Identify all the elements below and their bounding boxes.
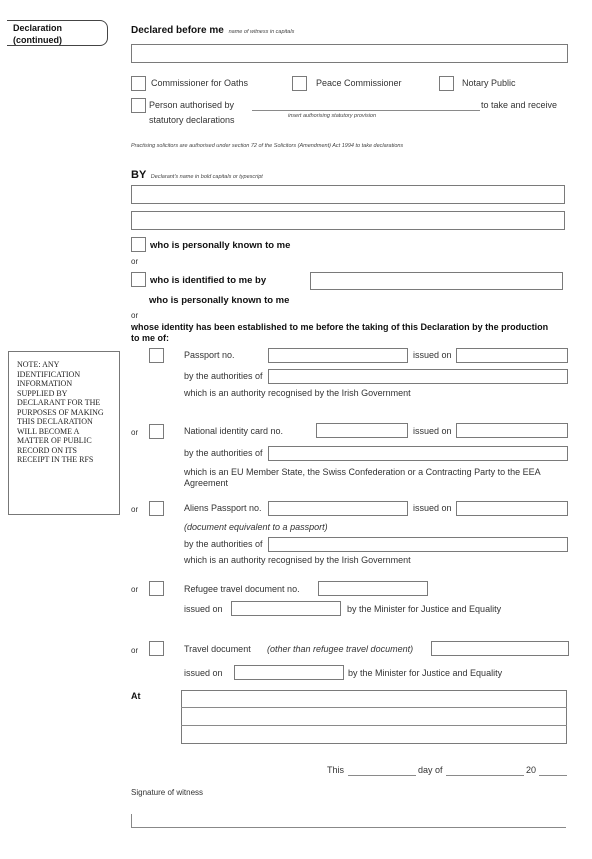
passport-recognised-note: which is an authority recognised by the Irish Government bbox=[184, 388, 411, 398]
commissioner-checkbox[interactable] bbox=[131, 76, 146, 91]
notary-label: Notary Public bbox=[462, 78, 516, 88]
aliens-authorities-label: by the authorities of bbox=[184, 539, 263, 549]
signature-field[interactable] bbox=[131, 814, 566, 828]
statutory-declarations-label: statutory declarations bbox=[149, 115, 235, 125]
at-address-line-2 bbox=[181, 725, 567, 726]
aliens-passport-checkbox[interactable] bbox=[149, 501, 164, 516]
national-id-number-field[interactable] bbox=[316, 423, 408, 438]
person-authorised-checkbox[interactable] bbox=[131, 98, 146, 113]
aliens-passport-label: Aliens Passport no. bbox=[184, 503, 262, 513]
passport-label: Passport no. bbox=[184, 350, 235, 360]
aliens-passport-number-field[interactable] bbox=[268, 501, 408, 516]
passport-issued-on-field[interactable] bbox=[456, 348, 568, 363]
by-hint: Declarant's name in bold capitals or typescript bbox=[150, 174, 263, 180]
identity-established-line2: to me of: bbox=[131, 333, 169, 343]
or-label-2: or bbox=[131, 311, 139, 320]
refugee-minister-label: by the Minister for Justice and Equality bbox=[347, 604, 502, 614]
declarant-name-field-2[interactable] bbox=[131, 211, 565, 230]
travel-document-number-field[interactable] bbox=[431, 641, 569, 656]
national-id-checkbox[interactable] bbox=[149, 424, 164, 439]
passport-issued-on-label: issued on bbox=[413, 350, 452, 360]
identified-by-field[interactable] bbox=[310, 272, 563, 290]
peace-commissioner-label: Peace Commissioner bbox=[316, 78, 402, 88]
day-field[interactable] bbox=[348, 775, 416, 776]
at-address-field[interactable] bbox=[181, 690, 567, 744]
travel-document-other-note: (other than refugee travel document) bbox=[267, 644, 414, 654]
aliens-issued-on-label: issued on bbox=[413, 503, 452, 513]
insert-provision-hint: insert authorising statutory provision bbox=[288, 113, 377, 119]
identified-by-checkbox[interactable] bbox=[131, 272, 146, 287]
commissioner-label: Commissioner for Oaths bbox=[151, 78, 249, 88]
travel-or-label: or bbox=[131, 646, 139, 655]
aliens-recognised-note: which is an authority recognised by the Irish Government bbox=[184, 555, 411, 565]
refugee-number-field[interactable] bbox=[318, 581, 428, 596]
identity-established-line1: whose identity has been established to me before the taking of this Declaration by the production bbox=[131, 322, 549, 332]
section-tab-line1: Declaration bbox=[13, 23, 63, 33]
passport-number-field[interactable] bbox=[268, 348, 408, 363]
public-record-note: NOTE: ANY IDENTIFICATION INFORMATION SUPPLIED BY DECLARANT FOR THE PURPOSES OF MAKING THIS DECLARATION WILL BECOME A MATTER OF PUBLIC RECORD ON ITS RECEIPT IN THE RFS bbox=[8, 351, 120, 515]
identified-by-label: who is identified to me by bbox=[150, 275, 267, 286]
refugee-label: Refugee travel document no. bbox=[184, 584, 300, 594]
at-label: At bbox=[131, 691, 141, 701]
national-id-issued-on-field[interactable] bbox=[456, 423, 568, 438]
travel-document-checkbox[interactable] bbox=[149, 641, 164, 656]
national-id-authorities-field[interactable] bbox=[268, 446, 568, 461]
refugee-checkbox[interactable] bbox=[149, 581, 164, 596]
at-address-line-1 bbox=[181, 707, 567, 708]
personally-known-label: who is personally known to me bbox=[150, 240, 291, 251]
personally-known-checkbox[interactable] bbox=[131, 237, 146, 252]
year-prefix-label: 20 bbox=[526, 765, 537, 775]
authorising-provision-line[interactable] bbox=[252, 110, 480, 111]
or-label-1: or bbox=[131, 257, 139, 266]
solicitors-note: Practising solicitors are authorised under section 72 of the Solicitors (Amendment) Act 1994 to take declarations bbox=[131, 143, 404, 149]
declared-before-label: Declared before me bbox=[131, 25, 224, 36]
year-field[interactable] bbox=[539, 775, 567, 776]
take-receive-label: to take and receive bbox=[481, 100, 558, 110]
aliens-authorities-field[interactable] bbox=[268, 537, 568, 552]
declared-before-heading bbox=[131, 25, 294, 36]
travel-minister-label: by the Minister for Justice and Equality bbox=[348, 668, 503, 678]
refugee-issued-on-label: issued on bbox=[184, 604, 223, 614]
notary-checkbox[interactable] bbox=[439, 76, 454, 91]
national-id-or-label: or bbox=[131, 428, 139, 437]
national-id-issued-on-label: issued on bbox=[413, 426, 452, 436]
month-field[interactable] bbox=[446, 775, 524, 776]
peace-commissioner-checkbox[interactable] bbox=[292, 76, 307, 91]
passport-checkbox[interactable] bbox=[149, 348, 164, 363]
declared-before-hint: name of witness in capitals bbox=[228, 29, 295, 35]
person-authorised-label: Person authorised by bbox=[149, 100, 235, 110]
travel-issued-on-label: issued on bbox=[184, 668, 223, 678]
by-heading bbox=[131, 169, 263, 181]
aliens-equivalent-note: (document equivalent to a passport) bbox=[184, 522, 328, 532]
passport-authorities-field[interactable] bbox=[268, 369, 568, 384]
signature-label: Signature of witness bbox=[131, 788, 204, 797]
refugee-issued-on-field[interactable] bbox=[231, 601, 341, 616]
refugee-or-label: or bbox=[131, 585, 139, 594]
section-tab-line2: (continued) bbox=[13, 35, 62, 45]
witness-name-field[interactable] bbox=[131, 44, 568, 63]
national-id-label: National identity card no. bbox=[184, 426, 284, 436]
national-id-eu-line2: Agreement bbox=[184, 478, 229, 488]
day-of-label: day of bbox=[418, 765, 443, 775]
aliens-issued-on-field[interactable] bbox=[456, 501, 568, 516]
by-label: BY bbox=[131, 169, 147, 181]
declarant-name-field-1[interactable] bbox=[131, 185, 565, 204]
this-label: This bbox=[327, 765, 345, 775]
passport-authorities-label: by the authorities of bbox=[184, 371, 263, 381]
travel-issued-on-field[interactable] bbox=[234, 665, 344, 680]
section-tab bbox=[7, 20, 108, 46]
travel-document-label: Travel document bbox=[184, 644, 251, 654]
personally-known-label-2: who is personally known to me bbox=[149, 295, 290, 306]
national-id-authorities-label: by the authorities of bbox=[184, 448, 263, 458]
aliens-or-label: or bbox=[131, 505, 139, 514]
national-id-eu-line1: which is an EU Member State, the Swiss Confederation or a Contracting Party to the EEA bbox=[184, 467, 541, 477]
